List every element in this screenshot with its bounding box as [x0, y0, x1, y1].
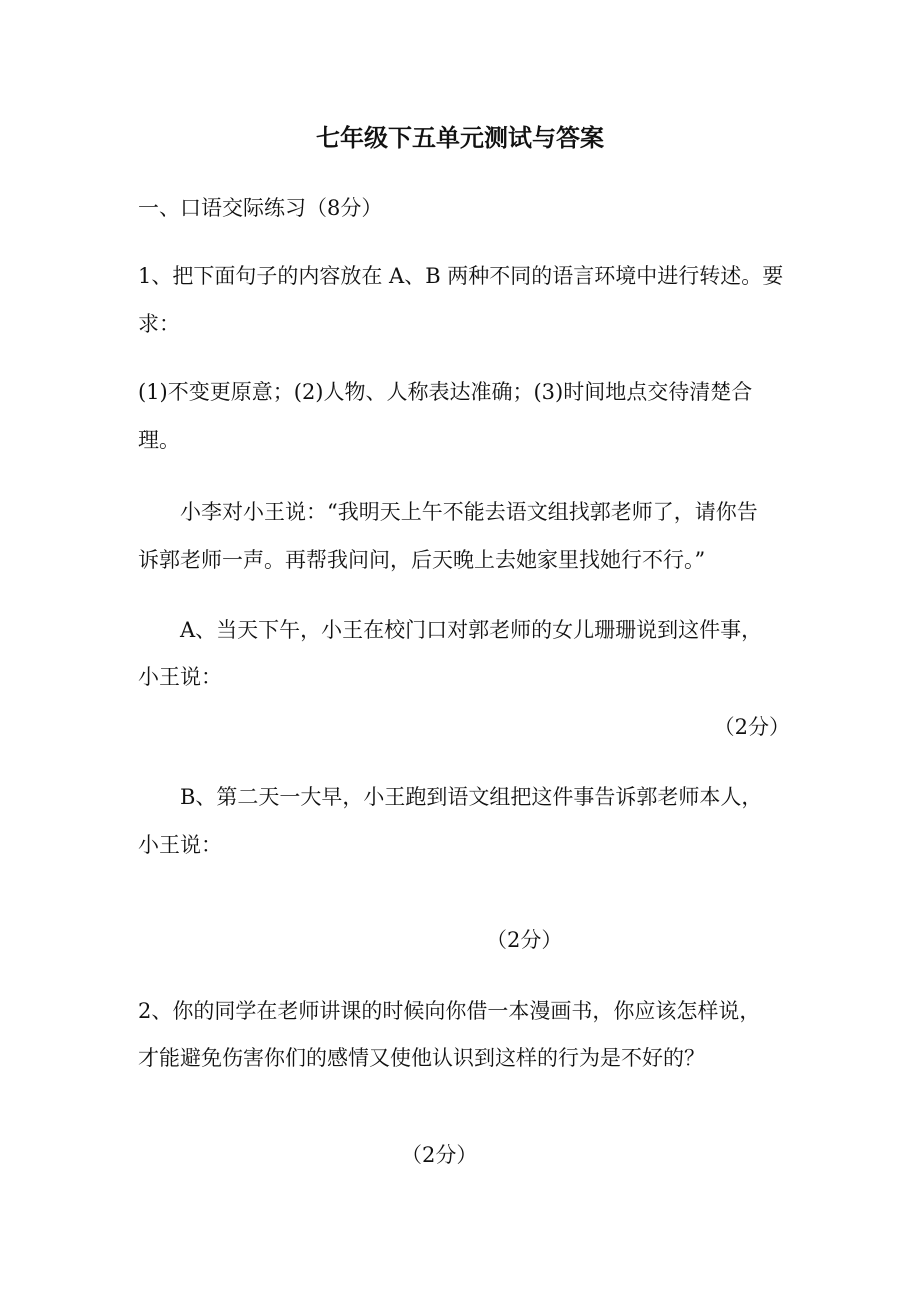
quote: 小李对小王说：“我明天上午不能去语文组找郭老师了，请你告	[180, 500, 758, 524]
question-2-text-cont: 才能避免伤害你们的感情又使他认识到这样的行为是不好的？	[138, 1046, 705, 1070]
page-title: 七年级下五单元测试与答案	[316, 124, 604, 152]
part-a-cont: 小王说：	[138, 665, 222, 689]
requirements-cont: 理。	[138, 428, 180, 452]
part-b-score: （2分）	[486, 928, 563, 952]
quote-cont: 诉郭老师一声。再帮我问问，后天晚上去她家里找她行不行。”	[138, 548, 706, 572]
requirements: (1)不变更原意；(2)人物、人称表达准确；(3)时间地点交待清楚合	[138, 380, 753, 404]
part-b: B、第二天一大早，小王跑到语文组把这件事告诉郭老师本人，	[180, 785, 763, 809]
question-2-text: 2、你的同学在老师讲课的时候向你借一本漫画书，你应该怎样说，	[138, 999, 761, 1023]
part-a: A、当天下午，小王在校门口对郭老师的女儿珊珊说到这件事，	[180, 618, 763, 642]
question-1-text-cont: 求：	[138, 312, 180, 336]
question-2-score: （2分）	[401, 1143, 478, 1167]
question-1-text: 1、把下面句子的内容放在 A、B 两种不同的语言环境中进行转述。要	[138, 264, 784, 288]
part-a-score: （2分）	[713, 715, 790, 739]
part-b-cont: 小王说：	[138, 833, 222, 857]
section-heading: 一、口语交际练习（8分）	[138, 196, 383, 220]
